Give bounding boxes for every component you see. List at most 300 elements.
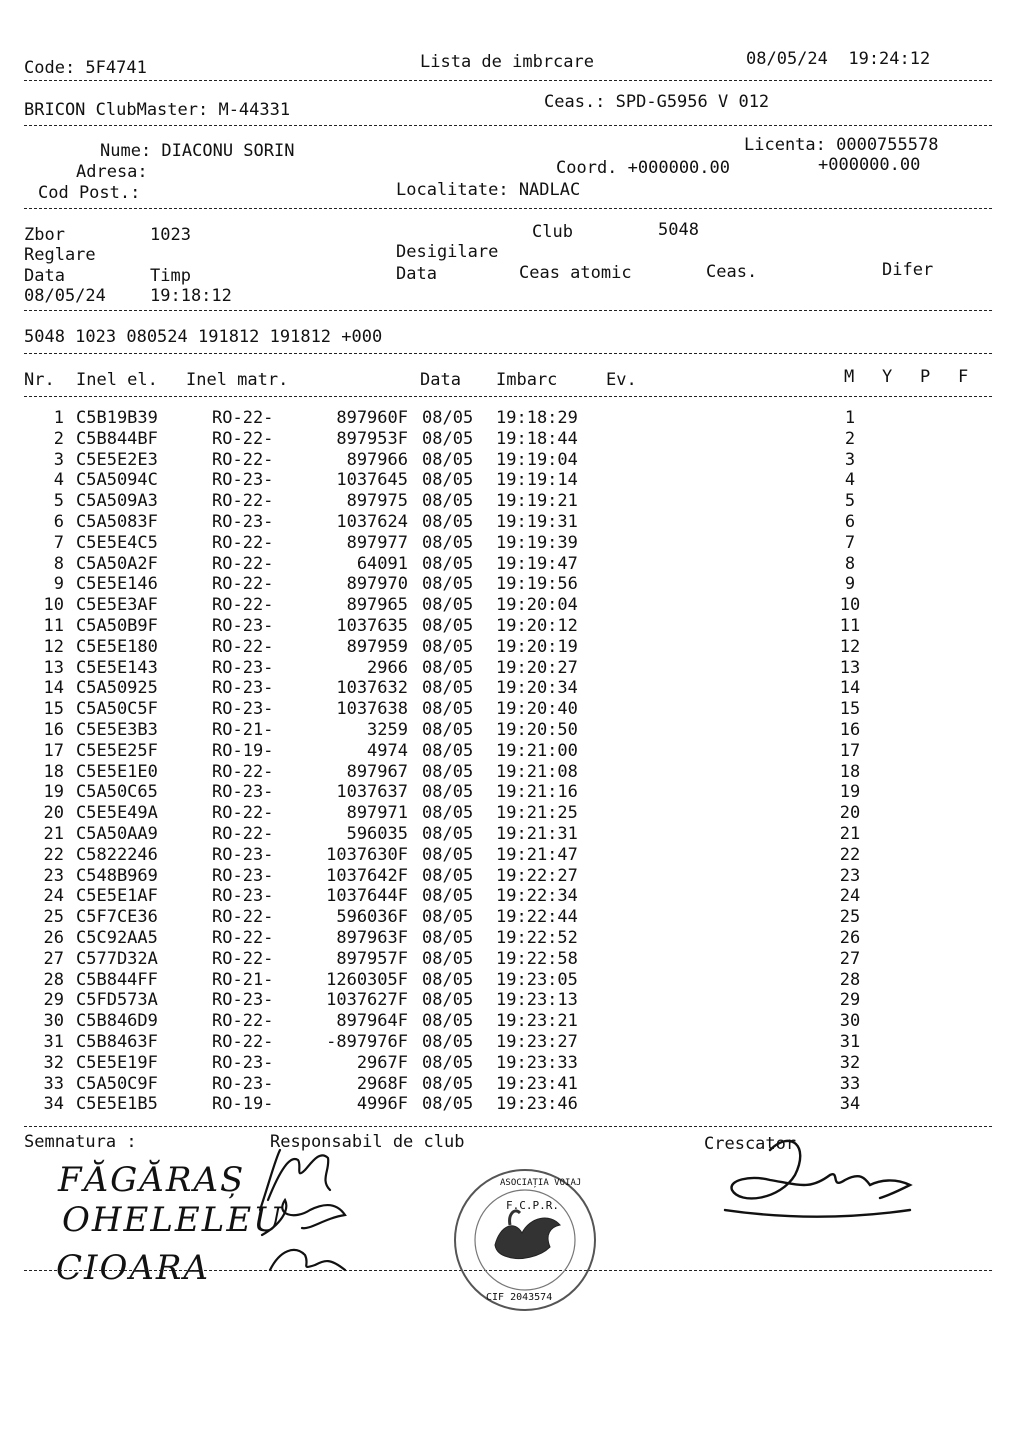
ring-number: 897966: [346, 449, 408, 470]
ring-prefix: RO-22-: [212, 636, 274, 657]
flight-summary: 5048 1023 080524 191812 191812 +000: [24, 327, 383, 347]
boarding-date: 08/05: [422, 574, 474, 595]
boarding-time: 19:19:31: [496, 512, 578, 532]
table-row: [0, 574, 1024, 594]
divider: [24, 1126, 992, 1127]
address-label: Adresa:: [76, 162, 148, 182]
boarding-time: 19:23:05: [496, 969, 578, 990]
table-row: [0, 408, 1024, 428]
ring-number: 1037638: [336, 699, 408, 720]
electronic-ring: C5A50AA9: [76, 824, 158, 844]
boarding-date: 08/05: [422, 616, 474, 636]
ring-number: 1037644F: [326, 886, 408, 907]
electronic-ring: C5B8463F: [76, 1032, 158, 1052]
electronic-ring: C5E5E4C5: [76, 532, 158, 553]
row-number: 10: [43, 595, 64, 616]
ring-prefix: RO-23-: [212, 865, 274, 886]
row-number: 19: [43, 782, 64, 803]
electronic-ring: C5A50C65: [76, 782, 158, 803]
clock-label: Ceas.: [706, 262, 758, 282]
row-number: 6: [53, 512, 64, 532]
ring-number: 596036F: [336, 907, 408, 928]
rank: 7: [844, 532, 856, 553]
electronic-ring: C5E5E1AF: [76, 886, 158, 907]
rank: 19: [839, 782, 861, 803]
electronic-ring: C548B969: [76, 865, 158, 886]
boarding-time: 19:21:25: [496, 803, 578, 824]
responsible-signature: [250, 1140, 370, 1290]
table-row: [0, 970, 1024, 990]
row-number: 5: [53, 491, 64, 512]
ring-number: 1037630F: [326, 844, 408, 865]
table-row: [0, 637, 1024, 657]
electronic-ring: C5A509A3: [76, 491, 158, 512]
ring-prefix: RO-23-: [212, 678, 274, 699]
row-number: 18: [43, 761, 64, 782]
boarding-time: 19:20:04: [496, 595, 578, 616]
electronic-ring: C5822246: [76, 844, 158, 865]
row-number: 13: [43, 657, 64, 678]
rank: 21: [839, 824, 861, 844]
boarding-date: 08/05: [422, 1011, 474, 1032]
ring-number: 1037632: [336, 678, 408, 699]
table-row: [0, 470, 1024, 490]
stamp-mid-text: F.C.P.R.: [506, 1199, 559, 1212]
electronic-ring: C5E5E3B3: [76, 720, 158, 740]
license-number: Licenta: 0000755578: [744, 135, 939, 155]
electronic-ring: C5C92AA5: [76, 928, 158, 948]
col-m: M: [844, 367, 855, 387]
boarding-date: 08/05: [422, 512, 474, 532]
row-number: 21: [43, 824, 64, 844]
locality: Localitate: NADLAC: [396, 180, 581, 200]
table-row: [0, 554, 1024, 574]
ring-number: 897975: [346, 491, 408, 512]
boarding-time: 19:23:41: [496, 1073, 578, 1094]
row-number: 24: [43, 886, 64, 907]
boarding-date: 08/05: [422, 595, 474, 616]
boarding-time: 19:19:56: [496, 574, 578, 595]
row-number: 11: [43, 616, 64, 636]
setting-date-label: Data: [24, 266, 65, 286]
ring-number: 897970: [346, 574, 408, 595]
rank: 15: [839, 699, 861, 720]
row-number: 28: [43, 969, 64, 990]
table-row: [0, 1011, 1024, 1031]
rank: 23: [839, 865, 861, 886]
boarding-date: 08/05: [422, 907, 474, 928]
rank: 1: [844, 408, 856, 428]
ring-number: 897965: [346, 595, 408, 616]
boarding-date: 08/05: [422, 657, 474, 678]
ring-number: 897963F: [336, 928, 408, 948]
table-row: [0, 491, 1024, 511]
table-row: [0, 1094, 1024, 1114]
boarding-date: 08/05: [422, 532, 474, 553]
rank: 2: [844, 428, 856, 449]
boarding-date: 08/05: [422, 408, 474, 428]
table-row: [0, 741, 1024, 761]
electronic-ring: C5A50B9F: [76, 616, 158, 636]
rank: 3: [844, 449, 856, 470]
ring-number: 897977: [346, 532, 408, 553]
rank: 28: [839, 969, 861, 990]
col-nr: Nr.: [24, 370, 55, 390]
boarding-date: 08/05: [422, 928, 474, 948]
coordinates: Coord. +000000.00: [556, 158, 730, 178]
boarding-date: 08/05: [422, 428, 474, 449]
clubmaster-id: BRICON ClubMaster: M-44331: [24, 100, 291, 120]
col-y: Y: [882, 367, 893, 387]
clock-id: Ceas.: SPD-G5956 V 012: [544, 92, 770, 112]
boarding-time: 19:20:50: [496, 720, 578, 740]
rank: 17: [839, 740, 861, 761]
club-label: Club: [532, 222, 573, 242]
boarding-date: 08/05: [422, 553, 474, 574]
ring-number: 897953F: [336, 428, 408, 449]
table-row: [0, 699, 1024, 719]
table-row: [0, 1032, 1024, 1052]
ring-prefix: RO-22-: [212, 408, 274, 428]
table-row: [0, 782, 1024, 802]
ring-number: 64091: [356, 553, 408, 574]
ring-number: 897967: [346, 761, 408, 782]
boarding-time: 19:22:27: [496, 865, 578, 886]
ring-prefix: RO-21-: [212, 969, 274, 990]
boarding-time: 19:21:16: [496, 782, 578, 803]
ring-prefix: RO-23-: [212, 616, 274, 636]
ring-prefix: RO-22-: [212, 574, 274, 595]
electronic-ring: C5A50925: [76, 678, 158, 699]
boarding-time: 19:19:21: [496, 491, 578, 512]
row-number: 23: [43, 865, 64, 886]
handwritten-name-1: FĂGĂRAȘ: [58, 1160, 246, 1200]
electronic-ring: C5E5E49A: [76, 803, 158, 824]
row-number: 16: [43, 720, 64, 740]
rank: 26: [839, 928, 861, 948]
boarding-time: 19:20:40: [496, 699, 578, 720]
table-row: [0, 949, 1024, 969]
coordinates-2: +000000.00: [818, 155, 921, 175]
ring-number: 897964F: [336, 1011, 408, 1032]
electronic-ring: C5E5E25F: [76, 740, 158, 761]
ring-prefix: RO-23-: [212, 1052, 274, 1073]
table-row: [0, 907, 1024, 927]
ring-number: 1260305F: [326, 969, 408, 990]
table-row: [0, 1074, 1024, 1094]
rank: 16: [839, 720, 861, 740]
boarding-time: 19:20:34: [496, 678, 578, 699]
table-row: [0, 762, 1024, 782]
rank: 30: [839, 1011, 861, 1032]
boarding-time: 19:23:21: [496, 1011, 578, 1032]
rank: 4: [844, 470, 856, 491]
ring-number: 2967F: [356, 1052, 408, 1073]
ring-prefix: RO-23-: [212, 512, 274, 532]
boarding-date: 08/05: [422, 470, 474, 491]
electronic-ring: C5B19B39: [76, 408, 158, 428]
electronic-ring: C5E5E19F: [76, 1052, 158, 1073]
flight-number: 1023: [150, 225, 191, 245]
boarding-time: 19:20:12: [496, 616, 578, 636]
ring-prefix: RO-23-: [212, 657, 274, 678]
ring-prefix: RO-22-: [212, 803, 274, 824]
rank: 29: [839, 990, 861, 1011]
row-number: 32: [43, 1052, 64, 1073]
ring-prefix: RO-22-: [212, 1032, 274, 1052]
table-row: [0, 533, 1024, 553]
divider: [24, 310, 992, 311]
boarding-time: 19:19:14: [496, 470, 578, 491]
electronic-ring: C5E5E2E3: [76, 449, 158, 470]
table-row: [0, 450, 1024, 470]
rank: 34: [839, 1094, 861, 1115]
rank: 11: [839, 616, 861, 636]
handwritten-name-3: CIOARA: [56, 1248, 211, 1288]
row-number: 2: [53, 428, 64, 449]
boarding-time: 19:22:58: [496, 948, 578, 969]
boarding-date: 08/05: [422, 1073, 474, 1094]
row-number: 3: [53, 449, 64, 470]
ring-number: 2966: [367, 657, 408, 678]
ring-number: 897971: [346, 803, 408, 824]
col-date: Data: [420, 370, 461, 390]
club-responsible-label: Responsabil de club: [270, 1132, 465, 1152]
ring-number: 2968F: [356, 1073, 408, 1094]
boarding-date: 08/05: [422, 803, 474, 824]
boarding-time: 19:23:13: [496, 990, 578, 1011]
table-row: [0, 845, 1024, 865]
boarding-date: 08/05: [422, 969, 474, 990]
breeder-label: Crescator: [704, 1134, 797, 1154]
row-number: 33: [43, 1073, 64, 1094]
rank: 12: [839, 636, 861, 657]
ring-prefix: RO-22-: [212, 553, 274, 574]
boarding-date: 08/05: [422, 636, 474, 657]
rank: 33: [839, 1073, 861, 1094]
setting-time: 19:18:12: [150, 286, 232, 306]
ring-number: 1037627F: [326, 990, 408, 1011]
rank: 24: [839, 886, 861, 907]
boarding-date: 08/05: [422, 449, 474, 470]
divider: [24, 125, 992, 126]
electronic-ring: C5A5083F: [76, 512, 158, 532]
ring-prefix: RO-23-: [212, 844, 274, 865]
rank: 22: [839, 844, 861, 865]
electronic-ring: C5A50A2F: [76, 553, 158, 574]
row-number: 30: [43, 1011, 64, 1032]
unsealing-date-label: Data: [396, 264, 437, 284]
electronic-ring: C5B846D9: [76, 1011, 158, 1032]
atomic-clock-label: Ceas atomic: [519, 263, 632, 283]
boarding-time: 19:23:46: [496, 1094, 578, 1115]
boarding-time: 19:18:44: [496, 428, 578, 449]
rank: 31: [839, 1032, 861, 1052]
row-number: 15: [43, 699, 64, 720]
ring-prefix: RO-22-: [212, 532, 274, 553]
col-p: P: [920, 367, 931, 387]
electronic-ring: C5A5094C: [76, 470, 158, 491]
table-row: [0, 990, 1024, 1010]
rank: 5: [844, 491, 856, 512]
electronic-ring: C5E5E1B5: [76, 1094, 158, 1115]
table-row: [0, 512, 1024, 532]
divider: [24, 396, 992, 397]
row-number: 29: [43, 990, 64, 1011]
table-row: [0, 658, 1024, 678]
ring-prefix: RO-22-: [212, 1011, 274, 1032]
electronic-ring: C5FD573A: [76, 990, 158, 1011]
ring-prefix: RO-22-: [212, 428, 274, 449]
col-electronic-ring: Inel el.: [76, 370, 158, 390]
club-number: 5048: [658, 220, 699, 240]
ring-number: 897960F: [336, 408, 408, 428]
rank: 32: [839, 1052, 861, 1073]
print-datetime: 08/05/24 19:24:12: [746, 49, 931, 69]
table-row: [0, 429, 1024, 449]
boarding-time: 19:21:31: [496, 824, 578, 844]
table-row: [0, 678, 1024, 698]
electronic-ring: C5B844FF: [76, 969, 158, 990]
boarding-date: 08/05: [422, 865, 474, 886]
boarding-time: 19:22:44: [496, 907, 578, 928]
stamp-bottom-text: CIF 2043574: [486, 1292, 553, 1303]
boarding-date: 08/05: [422, 1032, 474, 1052]
ring-number: 897959: [346, 636, 408, 657]
boarding-date: 08/05: [422, 1052, 474, 1073]
ring-prefix: RO-23-: [212, 886, 274, 907]
ring-number: 1037624: [336, 512, 408, 532]
rank: 20: [839, 803, 861, 824]
ring-prefix: RO-23-: [212, 990, 274, 1011]
boarding-date: 08/05: [422, 699, 474, 720]
document-title: Lista de imbrcare: [420, 52, 594, 72]
col-f: F: [958, 367, 969, 387]
table-row: [0, 866, 1024, 886]
handwritten-name-2: OHELELEU: [62, 1200, 284, 1240]
signature-label: Semnatura :: [24, 1132, 137, 1152]
row-number: 34: [43, 1094, 64, 1115]
electronic-ring: C5A50C9F: [76, 1073, 158, 1094]
divider: [24, 353, 992, 354]
boarding-time: 19:21:47: [496, 844, 578, 865]
ring-number: 4974: [367, 740, 408, 761]
boarding-time: 19:20:27: [496, 657, 578, 678]
boarding-date: 08/05: [422, 720, 474, 740]
rank: 14: [839, 678, 861, 699]
boarding-time: 19:21:08: [496, 761, 578, 782]
table-row: [0, 803, 1024, 823]
boarding-date: 08/05: [422, 491, 474, 512]
boarding-date: 08/05: [422, 948, 474, 969]
ring-number: 1037637: [336, 782, 408, 803]
ring-number: 3259: [367, 720, 408, 740]
electronic-ring: C5E5E180: [76, 636, 158, 657]
ring-prefix: RO-19-: [212, 740, 274, 761]
row-number: 27: [43, 948, 64, 969]
col-boarding: Imbarc: [496, 370, 558, 390]
row-number: 17: [43, 740, 64, 761]
setting-date: 08/05/24: [24, 286, 106, 306]
boarding-time: 19:22:52: [496, 928, 578, 948]
boarding-date: 08/05: [422, 990, 474, 1011]
rank: 9: [844, 574, 856, 595]
rank: 10: [839, 595, 861, 616]
unsealing-label: Desigilare: [396, 242, 499, 262]
setting-time-label: Timp: [150, 266, 191, 286]
ring-prefix: RO-23-: [212, 470, 274, 491]
row-number: 31: [43, 1032, 64, 1052]
flight-label: Zbor: [24, 225, 65, 245]
rank: 6: [844, 512, 856, 532]
electronic-ring: C5E5E1E0: [76, 761, 158, 782]
ring-prefix: RO-19-: [212, 1094, 274, 1115]
breeder-signature: [720, 1130, 920, 1230]
electronic-ring: C5F7CE36: [76, 907, 158, 928]
row-number: 25: [43, 907, 64, 928]
table-row: [0, 886, 1024, 906]
ring-number: 1037645: [336, 470, 408, 491]
boarding-date: 08/05: [422, 824, 474, 844]
boarding-date: 08/05: [422, 761, 474, 782]
boarding-time: 19:18:29: [496, 408, 578, 428]
postal-code-label: Cod Post.:: [38, 183, 141, 203]
ring-prefix: RO-23-: [212, 699, 274, 720]
ring-number: -897976F: [326, 1032, 408, 1052]
ring-prefix: RO-22-: [212, 595, 274, 616]
boarding-time: 19:20:19: [496, 636, 578, 657]
ring-number: 1037635: [336, 616, 408, 636]
boarding-date: 08/05: [422, 1094, 474, 1115]
table-row: [0, 928, 1024, 948]
boarding-date: 08/05: [422, 886, 474, 907]
electronic-ring: C5A50C5F: [76, 699, 158, 720]
rank: 13: [839, 657, 861, 678]
electronic-ring: C5E5E143: [76, 657, 158, 678]
boarding-time: 19:19:04: [496, 449, 578, 470]
ring-number: 596035: [346, 824, 408, 844]
boarding-date: 08/05: [422, 782, 474, 803]
row-number: 9: [53, 574, 64, 595]
ring-prefix: RO-23-: [212, 782, 274, 803]
row-number: 20: [43, 803, 64, 824]
boarding-time: 19:21:00: [496, 740, 578, 761]
ring-prefix: RO-22-: [212, 907, 274, 928]
row-number: 8: [53, 553, 64, 574]
col-event: Ev.: [606, 370, 637, 390]
document-code: Code: 5F4741: [24, 58, 147, 78]
row-number: 7: [53, 532, 64, 553]
ring-prefix: RO-22-: [212, 824, 274, 844]
ring-prefix: RO-22-: [212, 491, 274, 512]
table-row: [0, 1053, 1024, 1073]
ring-prefix: RO-22-: [212, 928, 274, 948]
row-number: 14: [43, 678, 64, 699]
setting-label: Reglare: [24, 245, 96, 265]
electronic-ring: C5E5E146: [76, 574, 158, 595]
row-number: 22: [43, 844, 64, 865]
boarding-date: 08/05: [422, 844, 474, 865]
table-row: [0, 595, 1024, 615]
col-ring-number: Inel matr.: [186, 370, 289, 390]
electronic-ring: C5B844BF: [76, 428, 158, 449]
boarding-date: 08/05: [422, 740, 474, 761]
ring-number: 4996F: [356, 1094, 408, 1115]
difference-label: Difer: [882, 260, 934, 280]
boarding-time: 19:22:34: [496, 886, 578, 907]
electronic-ring: C577D32A: [76, 948, 158, 969]
boarding-time: 19:19:39: [496, 532, 578, 553]
